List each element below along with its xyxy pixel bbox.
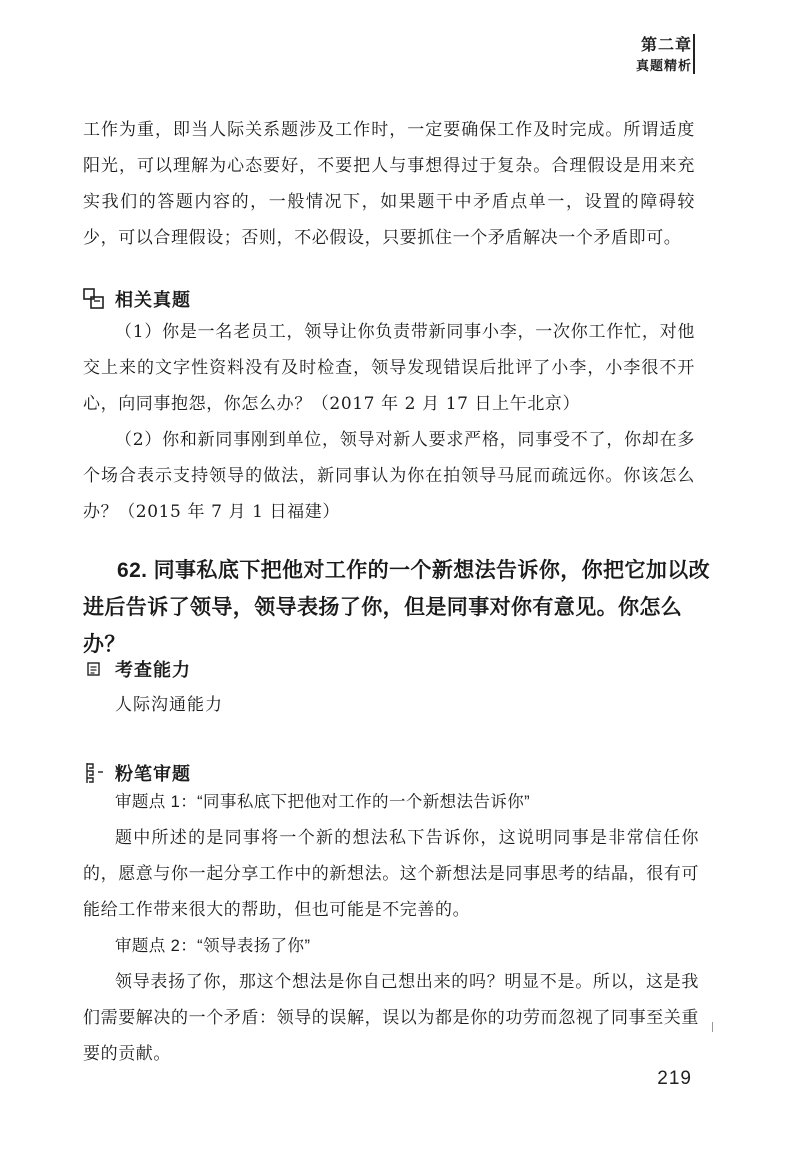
- question-62: 62. 同事私底下把他对工作的一个新想法告诉你，你把它加以改进后告诉了领导，领导表扬了你，但是同事对你有意见。你怎么办？: [83, 559, 711, 656]
- related-item-2: （2）你和新同事刚到单位，领导对新人要求严格，同事受不了，你却在多个场合表示支持领导的做法，新同事认为你在拍领导马屁而疏远你。你该怎么办？（2015 年 7 月 1 日福建）: [83, 430, 695, 522]
- review-point-2-body: 领导表扬了你，那这个想法是你自己想出来的吗？明显不是。所以，这是我们需要解决的一个矛盾：领导的误解，误以为都是你的功劳而忽视了同事至关重要的贡献。: [83, 972, 699, 1064]
- review-point-2-title: 审题点 2：“领导表扬了你”: [115, 937, 311, 955]
- ability-icon: [83, 658, 105, 680]
- related-heading: [83, 286, 191, 312]
- margin-mark: [712, 1022, 713, 1032]
- running-head: [636, 36, 692, 74]
- header-rule: [693, 34, 695, 74]
- review-icon: [83, 762, 105, 784]
- related-heading-label: 相关真题: [115, 290, 191, 310]
- review-block: [83, 784, 699, 1072]
- review-point-1-title: 审题点 1：“同事私底下把他对工作的一个新想法告诉你”: [115, 793, 531, 811]
- review-heading-label: 粉笔审题: [115, 764, 191, 784]
- section-title: 真题精析: [635, 58, 692, 73]
- related-item-1: （1）你是一名老员工，领导让你负责带新同事小李，一次你工作忙，对他交上来的文字性资料没有及时检查，领导发现错误后批评了小李，小李很不开心，向同事抱怨，你怎么办？（2017 年 2 月 17 日上午北京）: [83, 322, 695, 414]
- review-heading: [83, 760, 191, 786]
- related-questions-icon: [83, 288, 105, 310]
- review-point-1-body: 题中所述的是同事将一个新的想法私下告诉你，这说明同事是非常信任你的，愿意与你一起分享工作中的新想法。这个新想法是同事思考的结晶，很有可能给工作带来很大的帮助，但也可能是不完善的。: [83, 828, 699, 920]
- ability-heading: [83, 656, 191, 682]
- intro-paragraph: 工作为重，即当人际关系题涉及工作时，一定要确保工作及时完成。所谓适度阳光，可以理解为心态要好，不要把人与事想得过于复杂。合理假设是用来充实我们的答题内容的，一般情况下，如果题干中矛盾点单一，设置的障碍较少，可以合理假设；否则，不必假设，只要抓住一个矛盾解决一个矛盾即可。: [83, 120, 695, 248]
- page-number: 219: [657, 1068, 692, 1089]
- related-list: [83, 314, 695, 530]
- intro-block: [83, 112, 695, 256]
- ability-heading-label: 考查能力: [115, 660, 191, 680]
- ability-value: 人际沟通能力: [115, 695, 223, 715]
- chapter-title: 第二章: [640, 37, 692, 54]
